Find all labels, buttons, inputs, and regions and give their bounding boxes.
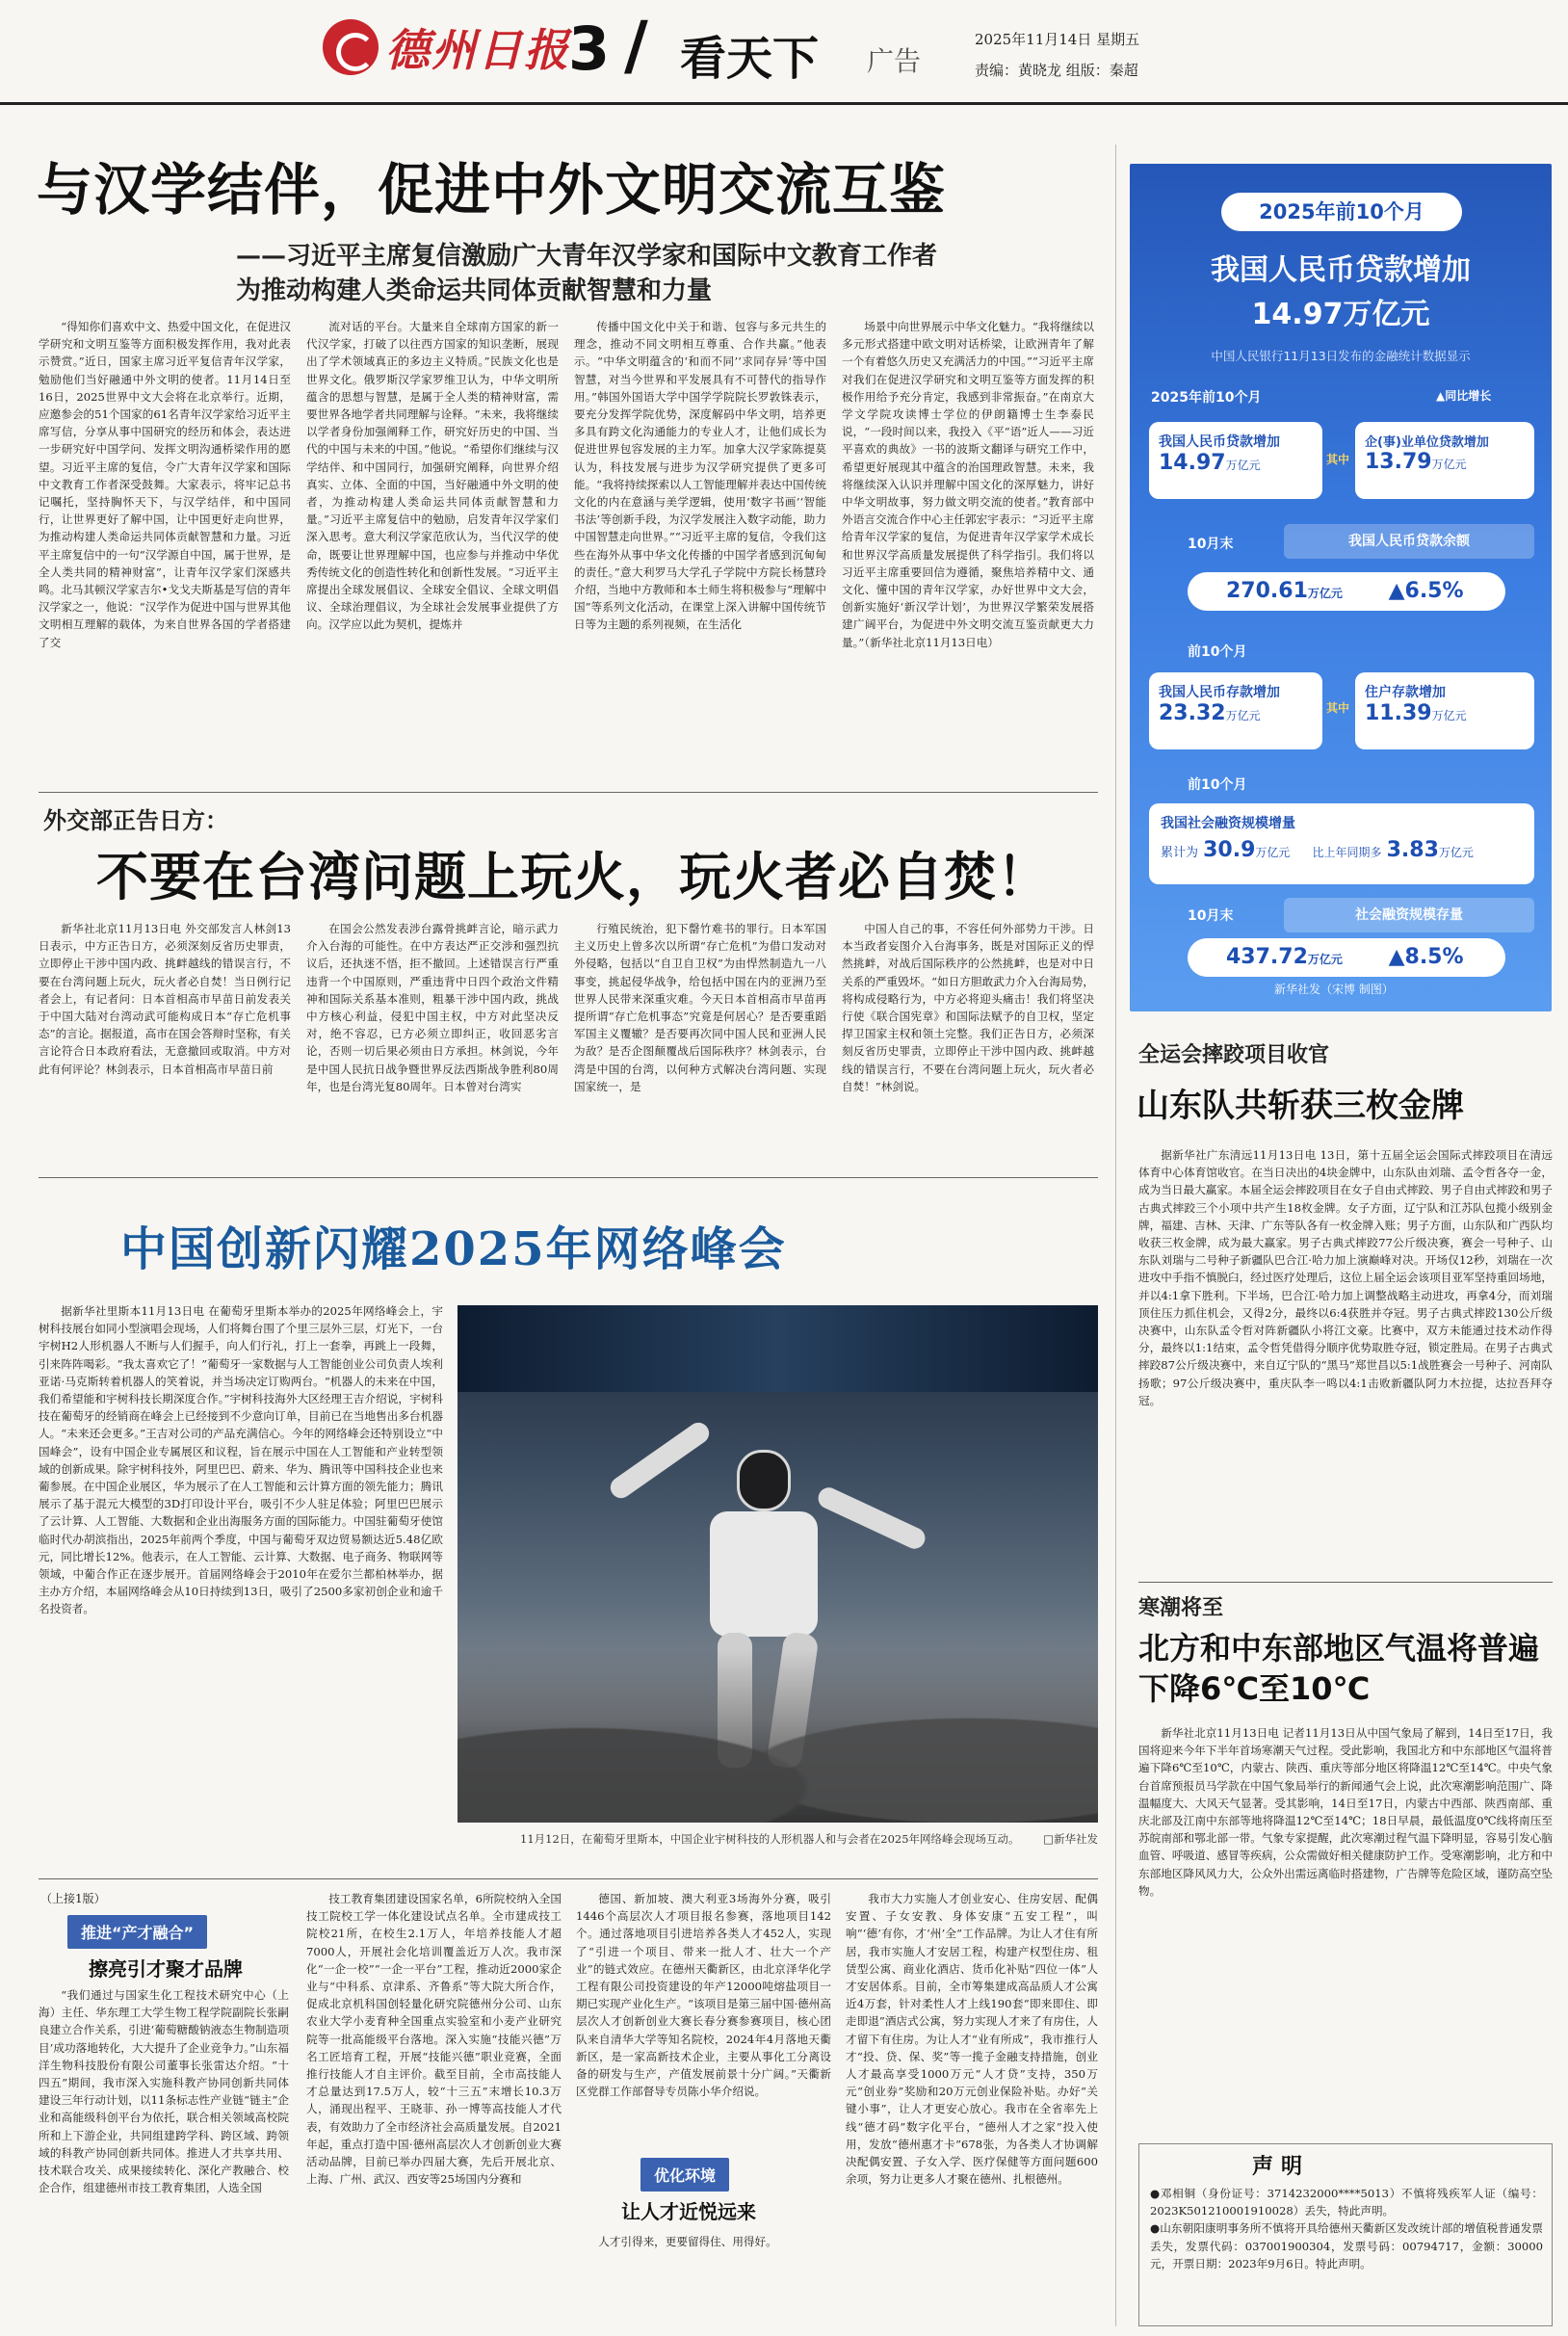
taiwan-kicker: 外交部正告日方： [43,807,228,834]
photo-backdrop [457,1305,1098,1392]
taiwan-headline: 不要在台湾问题上玩火，玩火者必自焚！ [96,847,1050,907]
info-tag-yoy: ▲同比增长 [1436,389,1492,403]
robot-arm [815,1484,928,1553]
notice-body [1150,2185,1543,2320]
taiwan-col-4: 中国人自己的事，不容任何外部势力干涉。日本当政者妄图介入台海事务，既是对国际正义的悍然挑衅，对战后国际秩序的公然挑衅，也是对中日关系的严重毁坏。“如日方胆敢武力介入台海局势，将构成侵略行为，中方必将迎头痛击！我们将坚决行使《联合国宪章》和国际法赋予的自卫权，坚定捍卫国家主权和领土完整。我们正告日方，必须深刻反省历史罪责，立即停止干涉中国内政、挑衅越线的错误言行，不要在台湾问题上玩火，玩火者必自焚！”林剑说。 [842,922,1094,1093]
social-financing-card: 我国社会融资规模增量 累计为 30.9万亿元 比上年同期多 3.83万亿元 [1149,803,1534,884]
lead-headline: 与汉学结伴，促进中外文明交流互鉴 [37,157,947,223]
info-note: 中国人民银行11月13日发布的金融统计数据显示 [1211,349,1471,363]
info-deposit-mid: 其中 [1326,701,1350,715]
innovation-body: 据新华社里斯本11月13日电 在葡萄牙里斯本举办的2025年网络峰会上，宇树科技展台如同小型演唱会现场，人们将舞台围了个里三层外三层，灯光下，一台宇树H2人形机器人不断与人们握手，向人们行礼，打上一套拳，再跳上一段舞，引来阵阵喝彩。“我太喜欢它了！”葡萄牙一家数据与人工智能创业公司负责人埃利亚诺·马克斯转着机器人的笑着说，并当场决定订购两台。“机器人的未来在中国，我们希望能和宇树科技长期深度合作。”宇树科技海外大区经理王吉介绍说，宇树科技在葡萄牙的经销商在峰会上已经接到不少意向订单，目前已在当地售出多台机器人。“未来还会更多。”王吉对公司的产品充满信心。今年的网络峰会还特别设立“中国峰会”，设有中国企业专属展区和议程，旨在展示中国在人工智能和产业转型领域的创新成果。除宇树科技外，阿里巴巴、蔚来、华为、腾讯等中国科技企业也来葡参展。在中国企业展区，华为展示了在人工智能和云计算方面的领先能力；腾讯展示了基于混元大模型的3D打印设计平台，吸引不少人驻足体验；阿里巴巴展示了云计算、人工智能、大数据和企业出海服务方面的国际能力。中国驻葡萄牙使馆临时代办胡滨指出，2025年前两个季度，中国与葡萄牙双边贸易额达近5.48亿欧元，同比增长12%。他表示，在人工智能、云计算、大数据、电子商务、物联网等领域，中葡合作正在逐步展开。首届网络峰会于2010年在爱尔兰都柏林举办，据主办方介绍，本届网络峰会从10日持续到13日，吸引了2500多家初创企业和逾千名投资者。 [39,1304,443,1616]
paper-name: 德州日报 [385,24,570,76]
info-title [1130,249,1552,337]
info-credit: 新华社发（宋博 制图） [1274,983,1394,996]
robot-head [737,1450,791,1511]
info-period-pill: 2025年前10个月 [1221,193,1462,231]
deposit-increase-card: 我国人民币存款增加 23.32万亿元 [1149,672,1322,749]
lead-col-2: 流对话的平台。大量来自全球南方国家的新一代汉学家，打破了以往西方国家的知识垄断，展现出了学术领域真正的多边主义特质。”民族文化也是世界文化。俄罗斯汉学家罗维卫认为，中华文明所蕴含的思想与智慧，是属于全人类的精神财富，需要世界各地学者共同理解与诠释。“未来，我将继续以学者身份加强阐释工作，研究好历史的中国、当代的中国与未来的中国。”他说。“希望你们继续与汉学结伴、和中国同行，加强研究阐释，向世界介绍真实、立体、全面的中国，当好融通中外文明的使者，为推动构建人类命运共同体贡献智慧和力量。”习近平主席复信中的勉励，启发青年汉学家们深入思考。意大利汉学家范欣认为，当代汉学的使命，既要让世界理解中国，也应参与并推动中华优秀传统文化的创造性转化和创新性发展。“习近平主席提出全球发展倡议、全球安全倡议、全球文明倡议、全球治理倡议，为全球社会发展事业提供了方向。汉学应以此为契机，提炼并 [306,320,559,632]
info-tag-period: 2025年前10个月 [1151,390,1262,406]
info-deposit-period: 前10个月 [1188,644,1247,660]
continued-label: （上接1版） [40,1892,106,1905]
photo-caption [520,1830,1098,1848]
sports-body: 据新华社广东清远11月13日电 13日，第十五届全运会国际式摔跤项目在清远体育中心体育馆收官。在当日决出的4块金牌中，山东队由刘瑞、孟令哲各夺一金，成为当日最大赢家。本届全运会摔跤项目在女子自由式摔跤、男子自由式摔跤和男子古典式摔跤三个小项中共产生18枚金牌。女子方面，辽宁队和江苏队包揽小级别金牌，福建、吉林、天津、广东等队各有一枚金牌入账；男子方面，山东队和广西队均收获三枚金牌，成为最大赢家。男子古典式摔跤77公斤级决赛，赛会一号种子、山东队刘瑞与二号种子新疆队巴合江·哈力加上演巅峰对决。开场仅12秒，刘瑞在一次进攻中手指不慎脱臼，经过医疗处理后，这位上届全运会该项目亚军坚持重回场地，并以4:1拿下胜利。下半场，巴合江·哈力加上调整战略主动进攻，再拿4分，而刘瑞顶住压力抓住机会，又得2分，最终以6:4获胜并夺冠。男子古典式摔跤130公斤级决赛中，山东队孟令哲对阵新疆队小将江文豪。比赛中，双方未能通过技术动作得分，最终以1:1结束，孟令哲凭借得分顺序优势取胜夺冠，锁定胜局。在男子古典式摔跤87公斤级决赛中，来自辽宁队的“黑马”郑世昌以5:1战胜赛会一号种子、河南队扬歌；97公斤级决赛中，重庆队李一鸣以4:1击败新疆队阿力木拉提，达拉吾拜夺冠。 [1138,1148,1553,1407]
sports-kicker: 全运会摔跤项目收官 [1138,1043,1330,1067]
info-stock-period: 10月末 [1188,908,1234,924]
loan-balance-label: 我国人民币贷款余额 [1284,524,1534,559]
notice-item: ●山东朝阳康明事务所不慎将开具给德州天衢新区发改统计部的增值税普通发票丢失，发票代码：037001900304，发票号码：00794717，金额：30000元，开票日期：2023年9月6日。特此声明。 [1150,2221,1543,2270]
section-rule [1138,1582,1553,1583]
taiwan-col-2: 在国会公然发表涉台露骨挑衅言论，暗示武力介入台海的可能性。在中方表达严正交涉和强烈抗议后，还执迷不悟，拒不撤回。上述错误言行严重违背一个中国原则，严重违背中日四个政治文件精神和国际关系基本准则，粗暴干涉中国内政，挑战中方核心利益，侵犯中国主权，中方对此坚决反对，绝不容忍，已方必须立即纠正，收回恶劣言论，否则一切后果必须由日方承担。林剑说，今年是中国人民抗日战争暨世界反法西斯战争胜利80周年，也是台湾光复80周年。日本曾对台湾实 [306,922,559,1093]
photo-credit: □新华社发 [1043,1832,1098,1846]
loan-balance-value: 270.61万亿元 ▲6.5% [1188,572,1505,611]
social-financing-stock-label: 社会融资规模存量 [1284,898,1534,932]
info-mid-label: 其中 [1326,453,1350,466]
page-sub: 广告 [867,45,922,77]
newspaper-logo-icon [323,19,379,75]
section-rule [39,1177,1098,1178]
notice-item: ●邓相铜（身份证号：3714232000****5013）不慎将残疾军人证（编号：2023K501210001910028）丢失，特此声明。 [1150,2187,1543,2218]
sports-headline: 山东队共斩获三枚金牌 [1137,1087,1464,1125]
weather-headline: 北方和中东部地区气温将普遍下降6℃至10℃ [1138,1630,1540,1707]
column-divider [1115,144,1116,2326]
social-financing-stock-value: 437.72万亿元 ▲8.5% [1188,938,1505,977]
lead-subtitle [236,239,1103,308]
section-rule [39,792,1098,793]
caption-text: 11月12日，在葡萄牙里斯本，中国企业宇树科技的人形机器人和与会者在2025年网络峰会现场互动。 [520,1832,1020,1846]
talent-col-1: “我们通过与国家生化工程技术研究中心（上海）主任、华东理工大学生物工程学院副院长张嗣良建立合作关系，引进‘葡萄糖酸钠液态生物制造项目’成功落地转化，大大提升了企业竞争力。”山东福洋生物科技股份有限公司董事长张雷达介绍。“十四五”期间，我市深入实施科教产协同创新共同体建设三年行动计划，以11条标志性产业链“链主”企业和高能级科创平台为依托，联合相关领域高校院所和上下游企业，共同组建跨学科、跨区域、跨领域的科教产协同创新共同体。推进人才共享共用、技术联合攻关、成果接续转化、深化产教融合、校企合作，组建德州市技工教育集团，人选全国 [39,1988,289,2195]
page-name: 看天下 [680,32,820,86]
talent-tag: 推进“产才融合” [67,1915,207,1949]
talent-col-3b: 人才引得来，更要留得住、用得好。 [598,2235,777,2248]
loan-infographic [1130,164,1552,1011]
info-title-line-1: 我国人民币贷款增加 [1211,253,1471,287]
weather-kicker: 寒潮将至 [1138,1596,1224,1620]
talent-col-2: 技工教育集团建设国家名单，6所院校纳入全国技工院校工学一体化建设试点名单。全市建成技工院校21所，在校生2.1万人，年培养技能人才超7000人，开展社会化培训覆盖近万人次。我市深化“一企一校”“一企一平台”工程，推动近2000家企业与“中科系、京津系、齐鲁系”等大院大所合作，促成北京机科国创轻量化研究院德州分公司、山东农业大学小麦育种全国重点实验室和小麦产业研究院等一批高能级平台落地。深入实施“技能兴德”万名工匠培育工程，开展“技能兴德”职业竞赛，全面推行技能人才自主评价。截至目前，全市高技能人才总量达到17.5万人，较“十三五”末增长10.3万人，涌现出程平、王晓菲、孙一博等高技能人才代表，有效助力了全市经济社会高质量发展。自2021年起，重点打造中国·德州高层次人才创新创业大赛活动品牌，目前已举办四届大赛，先后开展北京、上海、广州、武汉、西安等25场国内分赛和 [306,1892,562,2187]
robot-torso [710,1511,818,1637]
lead-col-1: “得知你们喜欢中文、热爱中国文化，在促进汉学研究和文明互鉴等方面积极发挥作用，我对此表示赞赏。”近日，国家主席习近平复信青年汉学家，勉励他们当好融通中外文明的使者。11月14日至16日，2025世界中文大会将在北京举行。近期，应邀参会的51个国家的61名青年汉学家给习近平主席写信，分享从事中国研究的经历和体会，表达进一步研究好中国学问、发挥文明沟通桥梁作用的愿望。习近平主席的复信，令广大青年汉学家和国际中文教育工作者深受鼓舞。大家表示，将牢记总书记嘱托，坚持胸怀天下，与汉学结伴，和中国同行，让世界更好了解中国，让中国更好走向世界，为推动构建人类命运共同体贡献智慧和力量。习近平主席复信中的一句“汉学源自中国，属于世界，是全人类共同的精神财富”，让青年汉学家们深感共鸣。北马其顿汉学家吉尔•戈戈夫斯基是写信的青年汉学家之一，他说：“汉学作为促进中国与世界其他文明相互理解的载体，为来自世界各国的学者搭建了交 [39,320,291,649]
lead-subtitle-line-2: 为推动构建人类命运共同体贡献智慧和力量 [236,276,713,305]
loan-increase-card: 我国人民币贷款增加 14.97万亿元 [1149,422,1322,499]
section-rule [39,1878,1098,1879]
page-number: 3 [568,13,611,84]
talent-col-4: 我市大力实施人才创业安心、住房安居、配偶安置、子女安教、身体安康“五安工程”，叫响“‘德’有你，才‘州’全”工作品牌。为让人才住有所居，我市实施人才安居工程，构建产权型住房、租赁型公寓、商业化酒店、货币化补贴“四位一体”人才安居体系。目前，全市筹集建成高品质人才公寓近4万套，针对柔性人才上线190套“即来即住、即走即退”酒店式公寓，努力实现人才来了有房住，人才留下有住房。为让人才“业有所成”，我市推行人才“投、贷、保、奖”等一揽子金融支持措施，创业人才最高享受1000万元“人才贷”支持，350万元“创业券”奖励和20万元创业保险补贴。办好“关键小事”，让人才更安心放心。我市在全省率先上线“德才码”数字化平台，“德州人才之家”投入使用，发放“德州惠才卡”678张，为各类人才协调解决配偶安置、子女入学、医疗保健等方面问题600余项，努力让更多人才聚在德州、扎根德州。 [846,1892,1098,2187]
talent-subhead: 擦亮引才聚才品牌 [89,1957,243,1981]
editor-credits: 责编：黄晓龙 组版：秦超 [975,62,1138,79]
masthead-rule [0,102,1568,105]
enterprise-loan-card: 企(事)业单位贷款增加 13.79万亿元 [1355,422,1534,499]
info-title-line-2: 14.97万亿元 [1251,298,1430,331]
robot-arm [607,1419,714,1503]
innovation-headline: 中国创新闪耀2025年网络峰会 [120,1222,787,1276]
weather-body: 新华社北京11月13日电 记者11月13日从中国气象局了解到，14日至17日，我国将迎来今年下半年首场寒潮天气过程。受此影响，我国北方和中东部地区气温将普遍下降6℃至10℃，内蒙古、陕西、重庆等部分地区将降温12℃至14℃。中央气象台首席预报员马学款在中国气象局举行的新闻通气会上说，此次寒潮影响范围广、降温幅度大、大风天气显著。受其影响，14日至17日，内蒙古中西部、陕西南部、重庆北部及江南中东部等地将降温12℃至14℃；18日早晨，最低温度0℃线将南压至苏皖南部和鄂北部一带。气象专家提醒，此次寒潮过程气温下降明显，容易引发心脑血管、呼吸道、感冒等疾病，公众需做好相关健康防护工作。受寒潮影响，北方和中东部地区降风风力大，公众外出需远离临时搭建物，广告牌等危险区域，谨防高空坠物。 [1138,1726,1553,1898]
masthead [0,0,1568,96]
lead-col-3: 传播中国文化中关于和谐、包容与多元共生的理念，推动不同文明相互尊重、合作共赢。”他表示。“中华文明蕴含的‘和而不同’‘求同存异’等中国智慧，对当今世界和平发展具有不可替代的指导作用。”韩国外国语大学中国学学院院长罗敦铢表示，要充分发挥学院优势，深度解码中华文明，培养更多具有跨文化沟通能力的专业人才，让他们成长为促进世界包容发展的主力军。加拿大汉学家陈提莫认为，科技发展与进步为汉学研究提供了更多可能。“我将持续探索以人工智能理解并表达中国传统文化的内在意涵与美学逻辑，使用‘数字书画’‘智能书法’等创新手段，为汉学发展注入数字动能，助力中国智慧走向世界。”“习近平主席的复信，令我们这些在海外从事中华文化传播的中国学者感到沉甸甸的责任。”意大利罗马大学孔子学院中方院长杨慧玲介绍，当地中方教师和本土师生将积极参与“理解中国”等系列文化活动，在课堂上深入讲解中国传统节日等为主题的系列视频，在生活化 [574,320,826,632]
household-deposit-card: 住户存款增加 11.39万亿元 [1355,672,1534,749]
slash-divider: / [624,8,648,84]
talent-tag-2: 优化环境 [640,2158,729,2192]
info-agg-period: 前10个月 [1188,777,1247,793]
talent-col-3: 德国、新加坡、澳大利亚3场海外分赛，吸引1446个高层次人才项目报名参赛，落地项目142个。通过落地项目引进培养各类人才452人，实现了“引进一个项目、带来一批人才、壮大一个产业”的链式效应。在德州天衢新区，由北京泽华化学工程有限公司投资建设的年产12000吨熔盐项目一期已实现产业化生产。“该项目是第三届中国·德州高层次人才创新创业大赛长春分赛参赛项目，核心团队来自清华大学等知名院校，2024年4月落地天衢新区，是一家高新技术企业，主要从事化工分离设备的研发与生产，产值发展前景十分广阔。”天衢新区党群工作部督导专员陈小华介绍说。 [576,1892,831,2099]
photo-crowd [457,1649,1098,1823]
taiwan-col-1: 新华社北京11月13日电 外交部发言人林剑13日表示，中方正告日方，必须深刻反省历史罪责，立即停止干涉中国内政、挑衅越线的错误言行，不要在台湾问题上玩火，玩火者必自焚！当日例行记者会上，有记者问：日本首相高市早苗日前发表关于中国大陆对台湾动武可能构成日本“存亡危机事态”的言论。据报道，高市在国会答辩时坚称，有关言论符合日本政府看法，无意撤回或取消。中方对此有何评论？林剑表示，日本首相高市早苗日前 [39,922,291,1076]
lead-col-4: 场景中向世界展示中华文化魅力。“我将继续以多元形式搭建中欧文明对话桥梁，让欧洲青年了解一个有着悠久历史又充满活力的中国。”“习近平主席对我们在促进汉学研究和文明互鉴等方面发挥的积极作用给予充分肯定，我感到非常振奋。”在南京大学文学院攻读博士学位的伊朗籍博士生李泰民说，“一段时间以来，我投入《平“语”近人——习近平喜欢的典故》一书的波斯文翻译与研究工作中，希望更好展现其中蕴含的治国理政智慧。未来，我将继续深入认识并理解中国文化的深厚魅力，讲好中华文明故事，努力做文明交流的使者。”教育部中外语言交流合作中心主任郭宏宇表示：“习近平主席给青年汉学家的复信，为促进青年汉学家学术成长和世界汉学高质量发展提供了科学指引。我们将以习近平主席重要回信为遵循，聚焦培养精中文、通文化、懂中国的青年汉学家，办好世界中文大会，创新实施好‘新汉学计划’，为世界汉学繁荣发展搭建广阔平台，为促进中外文明交流互鉴贡献更大力量。”（新华社北京11月13日电） [842,320,1094,649]
lead-subtitle-line-1: ——习近平主席复信激励广大青年汉学家和国际中文教育工作者 [236,242,938,271]
taiwan-col-3: 行殖民统治，犯下罄竹难书的罪行。日本军国主义历史上曾多次以所谓“存亡危机”为借口发动对外侵略，包括以“自卫自卫权”为由悍然制造九一八事变，挑起侵华战争，给包括中国在内的亚洲乃至世界人民带来深重灾难。今天日本首相高市早苗再提所谓“存亡危机事态”究竟是何居心？是否要重蹈军国主义覆辙？是否要再次同中国人民和亚洲人民为敌？是否企图颠覆战后国际秩序？林剑表示，台湾是中国的台湾，以何种方式解决台湾问题、实现国家统一，是 [574,922,826,1093]
talent-subhead-2: 让人才近悦远来 [621,2200,756,2223]
info-oct-end: 10月末 [1188,537,1234,552]
issue-date: 2025年11月14日 星期五 [975,31,1140,48]
robot-photo [457,1305,1098,1823]
notice-title: 声明 [1252,2155,1311,2179]
